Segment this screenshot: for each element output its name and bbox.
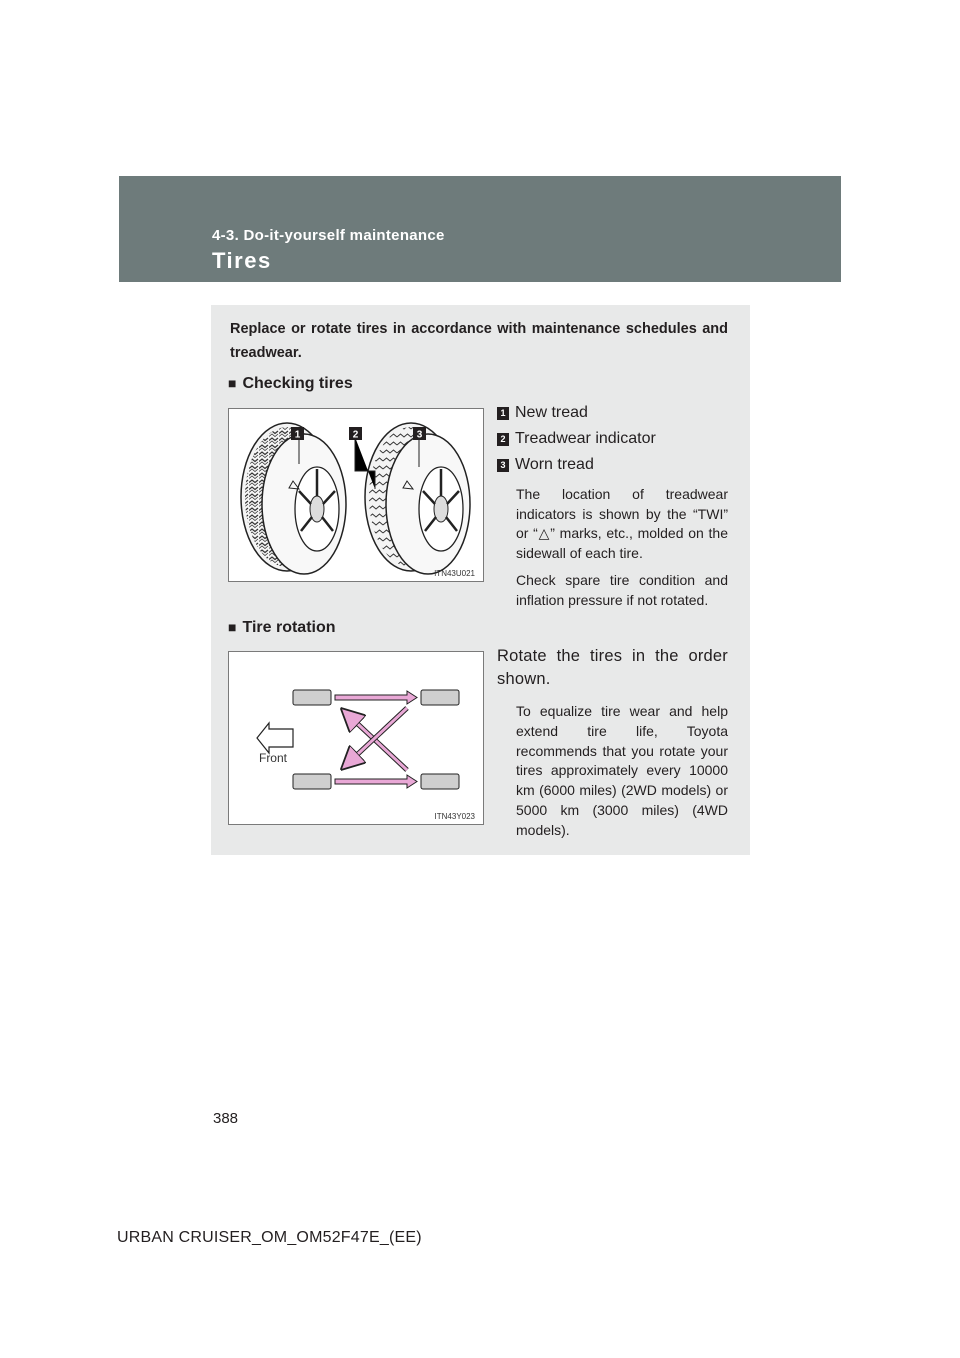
- square-bullet-icon: ■: [228, 619, 237, 635]
- new-tire-drawing: [241, 423, 346, 574]
- arrow-top: [335, 691, 417, 704]
- checking-tires-heading: ■ Checking tires: [228, 375, 353, 392]
- spare-tire-note: Check spare tire condition and inflation pressure if not rotated.: [516, 572, 728, 608]
- document-code: URBAN CRUISER_OM_OM52F47E_(EE): [117, 1229, 422, 1246]
- treadwear-note: The location of treadwear indicators is shown by the “TWI” or “△” marks, etc., molded on the sidewall of each tire.: [516, 486, 728, 561]
- worn-tire-drawing: [365, 423, 470, 574]
- square-bullet-icon: ■: [228, 375, 237, 391]
- legend-label: New tread: [515, 404, 588, 421]
- tire-rotation-figure: [228, 651, 484, 825]
- arrow-bottom: [335, 775, 417, 788]
- figure-code: ITN43U021: [434, 569, 475, 578]
- callout-3: 3: [416, 429, 423, 441]
- arrow-diagonal-up: [345, 712, 407, 770]
- rotation-lead-text: Rotate the tires in the order shown.: [497, 647, 728, 688]
- callout-2: 2: [352, 429, 359, 441]
- front-left-tire: [293, 690, 331, 705]
- section-label: 4-3. Do-it-yourself maintenance: [212, 227, 445, 244]
- legend-number: 3: [497, 459, 509, 472]
- front-right-tire: [293, 774, 331, 789]
- legend-item-new-tread: [497, 404, 588, 422]
- rear-left-tire: [421, 690, 459, 705]
- tire-rotation-heading: ■ Tire rotation: [228, 619, 336, 636]
- tire-tread-figure: [228, 408, 484, 582]
- intro-text: Replace or rotate tires in accordance with maintenance schedules and treadwear.: [230, 321, 728, 361]
- figure-code: ITN43Y023: [434, 812, 475, 821]
- front-label: Front: [258, 751, 288, 765]
- page-title: Tires: [212, 248, 272, 273]
- rotation-note: To equalize tire wear and help extend tire life, Toyota recommends that you rotate your tires approximately every 10000 km (6000 miles) (2WD models) or 5000 km (3000 miles) (4WD models).: [516, 703, 728, 838]
- arrow-diagonal-down: [345, 708, 407, 766]
- rear-right-tire: [421, 774, 459, 789]
- legend-label: Worn tread: [515, 456, 594, 473]
- legend-item-treadwear-indicator: [497, 430, 656, 448]
- callout-1: 1: [294, 429, 301, 441]
- legend-number: 1: [497, 407, 509, 420]
- page-number: 388: [213, 1110, 239, 1127]
- legend-number: 2: [497, 433, 509, 446]
- content-panel: [211, 305, 750, 855]
- header-band: [119, 176, 841, 282]
- legend-label: Treadwear indicator: [515, 430, 656, 447]
- legend-item-worn-tread: [497, 456, 594, 474]
- front-arrow-icon: [257, 723, 293, 753]
